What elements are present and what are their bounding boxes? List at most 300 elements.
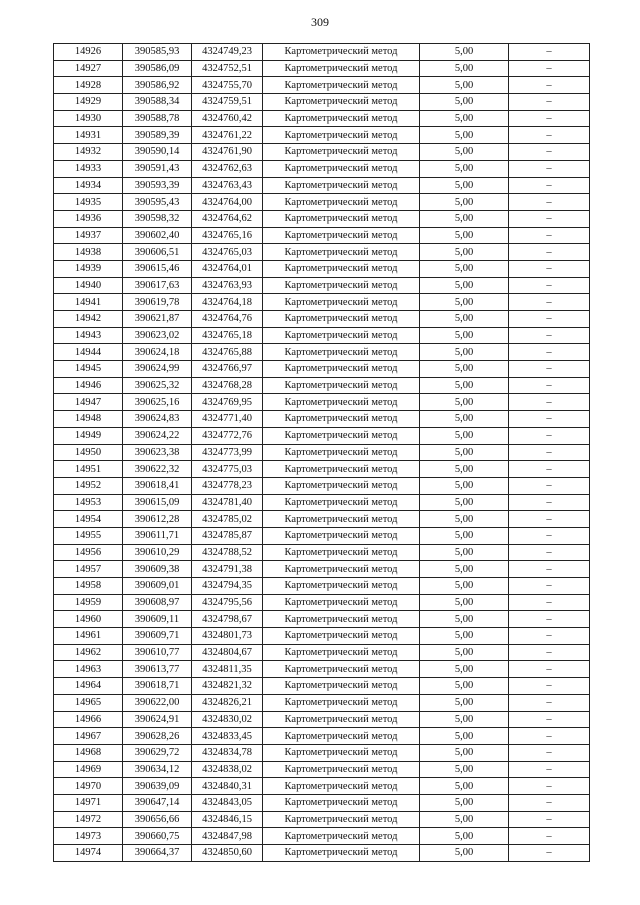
table-row xyxy=(54,160,590,177)
note-cell: – xyxy=(509,411,590,428)
page-number: 309 xyxy=(311,15,329,29)
y-coordinate-cell: 4324778,23 xyxy=(192,477,263,494)
method-cell: Картометрический метод xyxy=(263,778,420,795)
method-cell: Картометрический метод xyxy=(263,411,420,428)
error-cell: 5,00 xyxy=(420,377,509,394)
method-cell: Картометрический метод xyxy=(263,44,420,61)
table-row xyxy=(54,744,590,761)
coordinates-table xyxy=(53,43,590,862)
x-coordinate-cell: 390629,72 xyxy=(123,744,192,761)
point-number-cell: 14950 xyxy=(54,444,123,461)
x-coordinate-cell: 390618,71 xyxy=(123,678,192,695)
error-cell: 5,00 xyxy=(420,394,509,411)
error-cell: 5,00 xyxy=(420,694,509,711)
error-cell: 5,00 xyxy=(420,44,509,61)
point-number-cell: 14946 xyxy=(54,377,123,394)
point-number-cell: 14967 xyxy=(54,728,123,745)
method-cell: Картометрический метод xyxy=(263,561,420,578)
note-cell: – xyxy=(509,628,590,645)
y-coordinate-cell: 4324749,23 xyxy=(192,44,263,61)
x-coordinate-cell: 390656,66 xyxy=(123,811,192,828)
table-row xyxy=(54,678,590,695)
table-row xyxy=(54,578,590,595)
point-number-cell: 14947 xyxy=(54,394,123,411)
method-cell: Картометрический метод xyxy=(263,361,420,378)
note-cell: – xyxy=(509,60,590,77)
table-row xyxy=(54,144,590,161)
note-cell: – xyxy=(509,711,590,728)
method-cell: Картометрический метод xyxy=(263,511,420,528)
error-cell: 5,00 xyxy=(420,411,509,428)
point-number-cell: 14963 xyxy=(54,661,123,678)
point-number-cell: 14938 xyxy=(54,244,123,261)
note-cell: – xyxy=(509,377,590,394)
method-cell: Картометрический метод xyxy=(263,494,420,511)
note-cell: – xyxy=(509,678,590,695)
error-cell: 5,00 xyxy=(420,260,509,277)
note-cell: – xyxy=(509,160,590,177)
y-coordinate-cell: 4324838,02 xyxy=(192,761,263,778)
y-coordinate-cell: 4324765,88 xyxy=(192,344,263,361)
method-cell: Картометрический метод xyxy=(263,160,420,177)
point-number-cell: 14934 xyxy=(54,177,123,194)
note-cell: – xyxy=(509,127,590,144)
y-coordinate-cell: 4324763,93 xyxy=(192,277,263,294)
point-number-cell: 14954 xyxy=(54,511,123,528)
error-cell: 5,00 xyxy=(420,127,509,144)
point-number-cell: 14970 xyxy=(54,778,123,795)
error-cell: 5,00 xyxy=(420,210,509,227)
y-coordinate-cell: 4324801,73 xyxy=(192,628,263,645)
table-row xyxy=(54,210,590,227)
x-coordinate-cell: 390624,91 xyxy=(123,711,192,728)
point-number-cell: 14933 xyxy=(54,160,123,177)
point-number-cell: 14945 xyxy=(54,361,123,378)
note-cell: – xyxy=(509,511,590,528)
x-coordinate-cell: 390609,71 xyxy=(123,628,192,645)
x-coordinate-cell: 390610,29 xyxy=(123,544,192,561)
error-cell: 5,00 xyxy=(420,160,509,177)
y-coordinate-cell: 4324764,76 xyxy=(192,311,263,328)
y-coordinate-cell: 4324752,51 xyxy=(192,60,263,77)
note-cell: – xyxy=(509,594,590,611)
table-row xyxy=(54,77,590,94)
point-number-cell: 14949 xyxy=(54,427,123,444)
method-cell: Картометрический метод xyxy=(263,127,420,144)
error-cell: 5,00 xyxy=(420,461,509,478)
x-coordinate-cell: 390619,78 xyxy=(123,294,192,311)
y-coordinate-cell: 4324846,15 xyxy=(192,811,263,828)
note-cell: – xyxy=(509,611,590,628)
point-number-cell: 14953 xyxy=(54,494,123,511)
x-coordinate-cell: 390624,83 xyxy=(123,411,192,428)
x-coordinate-cell: 390664,37 xyxy=(123,845,192,862)
x-coordinate-cell: 390588,78 xyxy=(123,110,192,127)
error-cell: 5,00 xyxy=(420,144,509,161)
error-cell: 5,00 xyxy=(420,544,509,561)
table-row xyxy=(54,194,590,211)
table-row xyxy=(54,694,590,711)
table-row xyxy=(54,761,590,778)
error-cell: 5,00 xyxy=(420,110,509,127)
error-cell: 5,00 xyxy=(420,661,509,678)
error-cell: 5,00 xyxy=(420,361,509,378)
table-row xyxy=(54,277,590,294)
method-cell: Картометрический метод xyxy=(263,294,420,311)
table-row xyxy=(54,110,590,127)
error-cell: 5,00 xyxy=(420,311,509,328)
table-row xyxy=(54,60,590,77)
method-cell: Картометрический метод xyxy=(263,177,420,194)
note-cell: – xyxy=(509,277,590,294)
error-cell: 5,00 xyxy=(420,828,509,845)
note-cell: – xyxy=(509,544,590,561)
table-row xyxy=(54,644,590,661)
point-number-cell: 14972 xyxy=(54,811,123,828)
method-cell: Картометрический метод xyxy=(263,377,420,394)
method-cell: Картометрический метод xyxy=(263,260,420,277)
method-cell: Картометрический метод xyxy=(263,678,420,695)
x-coordinate-cell: 390598,32 xyxy=(123,210,192,227)
error-cell: 5,00 xyxy=(420,94,509,111)
note-cell: – xyxy=(509,311,590,328)
y-coordinate-cell: 4324785,87 xyxy=(192,527,263,544)
error-cell: 5,00 xyxy=(420,344,509,361)
error-cell: 5,00 xyxy=(420,628,509,645)
note-cell: – xyxy=(509,794,590,811)
x-coordinate-cell: 390623,38 xyxy=(123,444,192,461)
table-row xyxy=(54,661,590,678)
point-number-cell: 14961 xyxy=(54,628,123,645)
error-cell: 5,00 xyxy=(420,327,509,344)
table-row xyxy=(54,845,590,862)
point-number-cell: 14935 xyxy=(54,194,123,211)
note-cell: – xyxy=(509,527,590,544)
method-cell: Картометрический метод xyxy=(263,744,420,761)
y-coordinate-cell: 4324773,99 xyxy=(192,444,263,461)
method-cell: Картометрический метод xyxy=(263,77,420,94)
y-coordinate-cell: 4324781,40 xyxy=(192,494,263,511)
note-cell: – xyxy=(509,494,590,511)
y-coordinate-cell: 4324762,63 xyxy=(192,160,263,177)
y-coordinate-cell: 4324850,60 xyxy=(192,845,263,862)
note-cell: – xyxy=(509,661,590,678)
note-cell: – xyxy=(509,561,590,578)
point-number-cell: 14928 xyxy=(54,77,123,94)
y-coordinate-cell: 4324785,02 xyxy=(192,511,263,528)
note-cell: – xyxy=(509,344,590,361)
method-cell: Картометрический метод xyxy=(263,711,420,728)
x-coordinate-cell: 390639,09 xyxy=(123,778,192,795)
y-coordinate-cell: 4324769,95 xyxy=(192,394,263,411)
point-number-cell: 14974 xyxy=(54,845,123,862)
x-coordinate-cell: 390588,34 xyxy=(123,94,192,111)
table-row xyxy=(54,711,590,728)
x-coordinate-cell: 390660,75 xyxy=(123,828,192,845)
point-number-cell: 14965 xyxy=(54,694,123,711)
point-number-cell: 14968 xyxy=(54,744,123,761)
table-row xyxy=(54,494,590,511)
x-coordinate-cell: 390609,38 xyxy=(123,561,192,578)
error-cell: 5,00 xyxy=(420,578,509,595)
error-cell: 5,00 xyxy=(420,594,509,611)
y-coordinate-cell: 4324771,40 xyxy=(192,411,263,428)
x-coordinate-cell: 390624,22 xyxy=(123,427,192,444)
error-cell: 5,00 xyxy=(420,277,509,294)
error-cell: 5,00 xyxy=(420,561,509,578)
x-coordinate-cell: 390609,11 xyxy=(123,611,192,628)
error-cell: 5,00 xyxy=(420,794,509,811)
note-cell: – xyxy=(509,744,590,761)
y-coordinate-cell: 4324759,51 xyxy=(192,94,263,111)
method-cell: Картометрический метод xyxy=(263,444,420,461)
y-coordinate-cell: 4324765,16 xyxy=(192,227,263,244)
x-coordinate-cell: 390608,97 xyxy=(123,594,192,611)
point-number-cell: 14931 xyxy=(54,127,123,144)
table-row xyxy=(54,527,590,544)
note-cell: – xyxy=(509,194,590,211)
table-row xyxy=(54,477,590,494)
table-row xyxy=(54,811,590,828)
method-cell: Картометрический метод xyxy=(263,594,420,611)
point-number-cell: 14960 xyxy=(54,611,123,628)
method-cell: Картометрический метод xyxy=(263,94,420,111)
point-number-cell: 14966 xyxy=(54,711,123,728)
y-coordinate-cell: 4324794,35 xyxy=(192,578,263,595)
y-coordinate-cell: 4324830,02 xyxy=(192,711,263,728)
table-row xyxy=(54,177,590,194)
note-cell: – xyxy=(509,394,590,411)
table-row xyxy=(54,611,590,628)
method-cell: Картометрический метод xyxy=(263,277,420,294)
y-coordinate-cell: 4324834,78 xyxy=(192,744,263,761)
method-cell: Картометрический метод xyxy=(263,578,420,595)
table-row xyxy=(54,828,590,845)
error-cell: 5,00 xyxy=(420,477,509,494)
table-row xyxy=(54,227,590,244)
note-cell: – xyxy=(509,427,590,444)
table-row xyxy=(54,728,590,745)
point-number-cell: 14926 xyxy=(54,44,123,61)
table-row xyxy=(54,544,590,561)
table-row xyxy=(54,461,590,478)
y-coordinate-cell: 4324764,00 xyxy=(192,194,263,211)
note-cell: – xyxy=(509,828,590,845)
table-row xyxy=(54,394,590,411)
method-cell: Картометрический метод xyxy=(263,477,420,494)
method-cell: Картометрический метод xyxy=(263,244,420,261)
point-number-cell: 14940 xyxy=(54,277,123,294)
method-cell: Картометрический метод xyxy=(263,344,420,361)
y-coordinate-cell: 4324763,43 xyxy=(192,177,263,194)
method-cell: Картометрический метод xyxy=(263,144,420,161)
table-row xyxy=(54,628,590,645)
note-cell: – xyxy=(509,227,590,244)
point-number-cell: 14955 xyxy=(54,527,123,544)
table-row xyxy=(54,94,590,111)
note-cell: – xyxy=(509,728,590,745)
error-cell: 5,00 xyxy=(420,678,509,695)
point-number-cell: 14937 xyxy=(54,227,123,244)
table-row xyxy=(54,594,590,611)
y-coordinate-cell: 4324765,03 xyxy=(192,244,263,261)
x-coordinate-cell: 390593,39 xyxy=(123,177,192,194)
coordinates-table-body xyxy=(54,44,590,862)
point-number-cell: 14962 xyxy=(54,644,123,661)
x-coordinate-cell: 390624,99 xyxy=(123,361,192,378)
x-coordinate-cell: 390647,14 xyxy=(123,794,192,811)
method-cell: Картометрический метод xyxy=(263,728,420,745)
x-coordinate-cell: 390615,46 xyxy=(123,260,192,277)
point-number-cell: 14932 xyxy=(54,144,123,161)
point-number-cell: 14930 xyxy=(54,110,123,127)
method-cell: Картометрический метод xyxy=(263,527,420,544)
method-cell: Картометрический метод xyxy=(263,327,420,344)
note-cell: – xyxy=(509,845,590,862)
y-coordinate-cell: 4324766,97 xyxy=(192,361,263,378)
x-coordinate-cell: 390618,41 xyxy=(123,477,192,494)
y-coordinate-cell: 4324843,05 xyxy=(192,794,263,811)
error-cell: 5,00 xyxy=(420,244,509,261)
method-cell: Картометрический метод xyxy=(263,194,420,211)
method-cell: Картометрический метод xyxy=(263,644,420,661)
error-cell: 5,00 xyxy=(420,611,509,628)
method-cell: Картометрический метод xyxy=(263,60,420,77)
point-number-cell: 14958 xyxy=(54,578,123,595)
error-cell: 5,00 xyxy=(420,494,509,511)
y-coordinate-cell: 4324833,45 xyxy=(192,728,263,745)
note-cell: – xyxy=(509,361,590,378)
note-cell: – xyxy=(509,294,590,311)
method-cell: Картометрический метод xyxy=(263,427,420,444)
error-cell: 5,00 xyxy=(420,761,509,778)
method-cell: Картометрический метод xyxy=(263,794,420,811)
y-coordinate-cell: 4324761,90 xyxy=(192,144,263,161)
error-cell: 5,00 xyxy=(420,778,509,795)
y-coordinate-cell: 4324755,70 xyxy=(192,77,263,94)
error-cell: 5,00 xyxy=(420,811,509,828)
error-cell: 5,00 xyxy=(420,294,509,311)
y-coordinate-cell: 4324761,22 xyxy=(192,127,263,144)
x-coordinate-cell: 390612,28 xyxy=(123,511,192,528)
error-cell: 5,00 xyxy=(420,711,509,728)
note-cell: – xyxy=(509,644,590,661)
method-cell: Картометрический метод xyxy=(263,845,420,862)
point-number-cell: 14941 xyxy=(54,294,123,311)
table-row xyxy=(54,327,590,344)
x-coordinate-cell: 390595,43 xyxy=(123,194,192,211)
method-cell: Картометрический метод xyxy=(263,811,420,828)
x-coordinate-cell: 390613,77 xyxy=(123,661,192,678)
error-cell: 5,00 xyxy=(420,60,509,77)
x-coordinate-cell: 390617,63 xyxy=(123,277,192,294)
table-row xyxy=(54,427,590,444)
table-row xyxy=(54,244,590,261)
method-cell: Картометрический метод xyxy=(263,311,420,328)
point-number-cell: 14969 xyxy=(54,761,123,778)
note-cell: – xyxy=(509,694,590,711)
y-coordinate-cell: 4324764,01 xyxy=(192,260,263,277)
x-coordinate-cell: 390602,40 xyxy=(123,227,192,244)
y-coordinate-cell: 4324840,31 xyxy=(192,778,263,795)
x-coordinate-cell: 390586,92 xyxy=(123,77,192,94)
x-coordinate-cell: 390625,16 xyxy=(123,394,192,411)
x-coordinate-cell: 390615,09 xyxy=(123,494,192,511)
point-number-cell: 14939 xyxy=(54,260,123,277)
error-cell: 5,00 xyxy=(420,744,509,761)
error-cell: 5,00 xyxy=(420,644,509,661)
x-coordinate-cell: 390634,12 xyxy=(123,761,192,778)
note-cell: – xyxy=(509,177,590,194)
x-coordinate-cell: 390625,32 xyxy=(123,377,192,394)
error-cell: 5,00 xyxy=(420,427,509,444)
error-cell: 5,00 xyxy=(420,444,509,461)
note-cell: – xyxy=(509,578,590,595)
method-cell: Картометрический метод xyxy=(263,210,420,227)
note-cell: – xyxy=(509,144,590,161)
method-cell: Картометрический метод xyxy=(263,394,420,411)
note-cell: – xyxy=(509,210,590,227)
point-number-cell: 14929 xyxy=(54,94,123,111)
y-coordinate-cell: 4324821,32 xyxy=(192,678,263,695)
error-cell: 5,00 xyxy=(420,728,509,745)
note-cell: – xyxy=(509,778,590,795)
x-coordinate-cell: 390609,01 xyxy=(123,578,192,595)
error-cell: 5,00 xyxy=(420,227,509,244)
x-coordinate-cell: 390622,32 xyxy=(123,461,192,478)
note-cell: – xyxy=(509,327,590,344)
x-coordinate-cell: 390586,09 xyxy=(123,60,192,77)
x-coordinate-cell: 390589,39 xyxy=(123,127,192,144)
error-cell: 5,00 xyxy=(420,77,509,94)
method-cell: Картометрический метод xyxy=(263,828,420,845)
method-cell: Картометрический метод xyxy=(263,110,420,127)
x-coordinate-cell: 390585,93 xyxy=(123,44,192,61)
method-cell: Картометрический метод xyxy=(263,611,420,628)
table-row xyxy=(54,411,590,428)
point-number-cell: 14971 xyxy=(54,794,123,811)
table-row xyxy=(54,311,590,328)
note-cell: – xyxy=(509,461,590,478)
method-cell: Картометрический метод xyxy=(263,227,420,244)
point-number-cell: 14956 xyxy=(54,544,123,561)
note-cell: – xyxy=(509,260,590,277)
note-cell: – xyxy=(509,811,590,828)
note-cell: – xyxy=(509,77,590,94)
table-row xyxy=(54,794,590,811)
y-coordinate-cell: 4324764,62 xyxy=(192,210,263,227)
table-row xyxy=(54,127,590,144)
y-coordinate-cell: 4324764,18 xyxy=(192,294,263,311)
table-row xyxy=(54,778,590,795)
y-coordinate-cell: 4324798,67 xyxy=(192,611,263,628)
y-coordinate-cell: 4324795,56 xyxy=(192,594,263,611)
note-cell: – xyxy=(509,761,590,778)
method-cell: Картометрический метод xyxy=(263,761,420,778)
table-row xyxy=(54,344,590,361)
error-cell: 5,00 xyxy=(420,177,509,194)
x-coordinate-cell: 390623,02 xyxy=(123,327,192,344)
table-row xyxy=(54,444,590,461)
point-number-cell: 14943 xyxy=(54,327,123,344)
method-cell: Картометрический метод xyxy=(263,544,420,561)
x-coordinate-cell: 390591,43 xyxy=(123,160,192,177)
point-number-cell: 14936 xyxy=(54,210,123,227)
method-cell: Картометрический метод xyxy=(263,628,420,645)
table-row xyxy=(54,377,590,394)
point-number-cell: 14942 xyxy=(54,311,123,328)
y-coordinate-cell: 4324772,76 xyxy=(192,427,263,444)
